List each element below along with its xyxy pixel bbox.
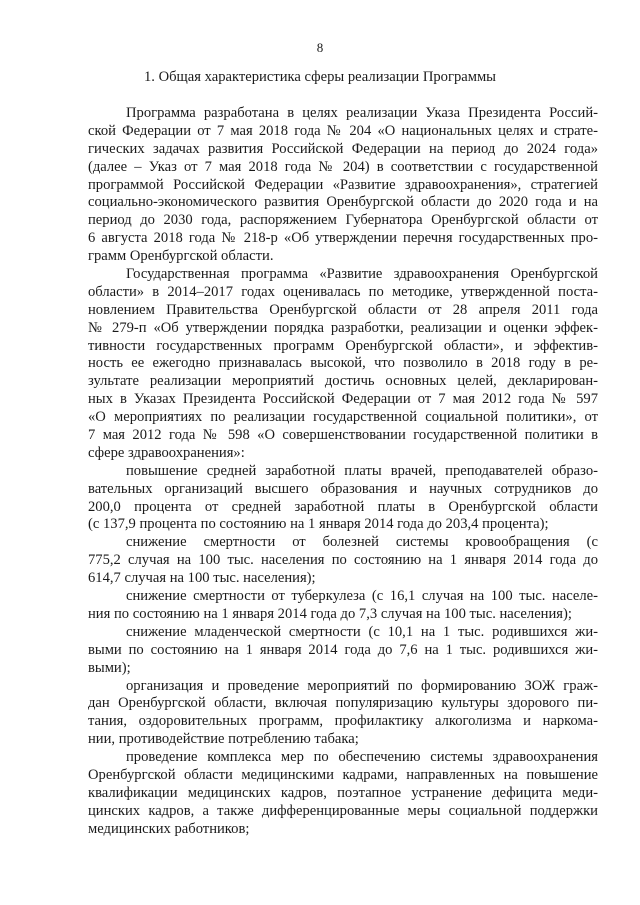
paragraph-line: медицинских работников; — [88, 820, 250, 837]
paragraph-line: ных в Указах Президента Российской Федерации от 7 мая 2012 года № 597 — [88, 391, 598, 408]
paragraph-line: квалификации медицинских кадров, поэтапное устранение дефицита меди- — [88, 784, 598, 801]
paragraph-line: зультате реализации мероприятий достичь основных целей, декларирован- — [88, 373, 598, 390]
paragraph-line: Государственная программа «Развитие здравоохранения Оренбургской — [126, 266, 598, 283]
paragraph-line: ность ее ежегодно признавалась высокой, что позволило в 2018 году в ре- — [88, 355, 598, 372]
paragraph-line: 6 августа 2018 года № 218-р «Об утверждении перечня государственных про- — [88, 230, 598, 247]
paragraph-line: организация и проведение мероприятий по формированию ЗОЖ граж- — [126, 677, 598, 694]
paragraph-line: гических задачах развития Российской Федерации на период до 2024 года» — [88, 140, 598, 157]
paragraph-line: Программа разработана в целях реализации Указа Президента Россий- — [126, 105, 598, 121]
paragraph — [88, 588, 598, 624]
paragraph — [88, 266, 598, 463]
paragraph — [88, 749, 598, 838]
paragraph-line: (с 137,9 процента по состоянию на 1 января 2014 года до 203,4 процента); — [88, 516, 549, 533]
paragraph-line: социально-экономического развития Оренбургской области до 2020 года и на — [88, 194, 598, 211]
paragraph-line: области» в 2014–2017 годах оценивалась по методике, утвержденной поста- — [88, 283, 598, 300]
paragraph — [88, 678, 598, 750]
paragraph-line: тания, оздоровительных программ, профилактику алкоголизма и наркома- — [88, 713, 598, 730]
section-heading: 1. Общая характеристика сферы реализации Программы — [144, 69, 496, 85]
paragraph-line: снижение младенческой смертности (с 10,1 на 1 тыс. родившихся жи- — [126, 623, 598, 640]
paragraph-line: 775,2 случая на 100 тыс. населения по состоянию на 1 января 2014 года до — [88, 552, 598, 569]
paragraph-line: грамм Оренбургской области. — [88, 248, 274, 265]
paragraph-line: тивности государственных программ Оренбургской области», и эффектив- — [88, 337, 598, 354]
paragraph-line: ния по состоянию на 1 января 2014 года до 7,3 случая на 100 тыс. населения); — [88, 605, 572, 622]
paragraph-line: № 279-п «Об утверждении порядка разработки, реализации и оценки эффек- — [88, 319, 598, 336]
paragraph-line: проведение комплекса мер по обеспечению системы здравоохранения — [126, 749, 598, 766]
paragraph — [88, 534, 598, 588]
paragraph-line: Оренбургской области медицинскими кадрами, направленных на повышение — [88, 766, 598, 783]
page-number: 8 — [316, 40, 324, 55]
paragraph-line: 200,0 процента от средней заработной платы в Оренбургской области — [88, 498, 598, 515]
paragraph-line: 614,7 случая на 100 тыс. населения); — [88, 570, 316, 587]
paragraph-line: новлением Правительства Оренбургской области от 28 апреля 2011 года — [88, 301, 598, 318]
paragraph-line: дан Оренбургской области, включая популяризацию культуры здорового пи- — [88, 695, 598, 712]
paragraph-line: ской Федерации от 7 мая 2018 года № 204 «О национальных целях и страте- — [88, 122, 598, 139]
paragraph — [88, 463, 598, 535]
paragraph-line: снижение смертности от болезней системы кровообращения (с — [126, 534, 598, 551]
paragraph-line: вательных организаций высшего образования и научных сотрудников до — [88, 480, 598, 497]
paragraph-line: период до 2030 года, распоряжением Губернатора Оренбургской области от — [88, 212, 598, 229]
paragraph — [88, 624, 598, 678]
paragraph-line: повышение средней заработной платы врачей, преподавателей образо- — [126, 462, 598, 479]
paragraph-line: (далее – Указ от 7 мая 2018 года № 204) в соответствии с государственной — [88, 158, 598, 175]
paragraph-line: «О мероприятиях по реализации государственной социальной политики», от — [88, 409, 598, 426]
paragraph-line: программой Российской Федерации «Развитие здравоохранения», стратегией — [88, 176, 598, 193]
paragraph-line: выми по состоянию на 1 января 2014 года до 7,6 на 1 тыс. родившихся жи- — [88, 641, 598, 658]
paragraph-line: выми); — [88, 659, 131, 676]
paragraph-line: сфере здравоохранения»: — [88, 444, 245, 461]
paragraph-line: цинских кадров, а также дифференцированные меры социальной поддержки — [88, 802, 598, 819]
paragraph-line: снижение смертности от туберкулеза (с 16,1 случая на 100 тыс. населе- — [126, 588, 598, 605]
paragraph — [88, 105, 598, 266]
paragraph-line: 7 мая 2012 года № 598 «О совершенствовании государственной политики в — [88, 427, 598, 444]
paragraph-line: нии, противодействие потреблению табака; — [88, 731, 359, 748]
document-body — [88, 105, 598, 839]
